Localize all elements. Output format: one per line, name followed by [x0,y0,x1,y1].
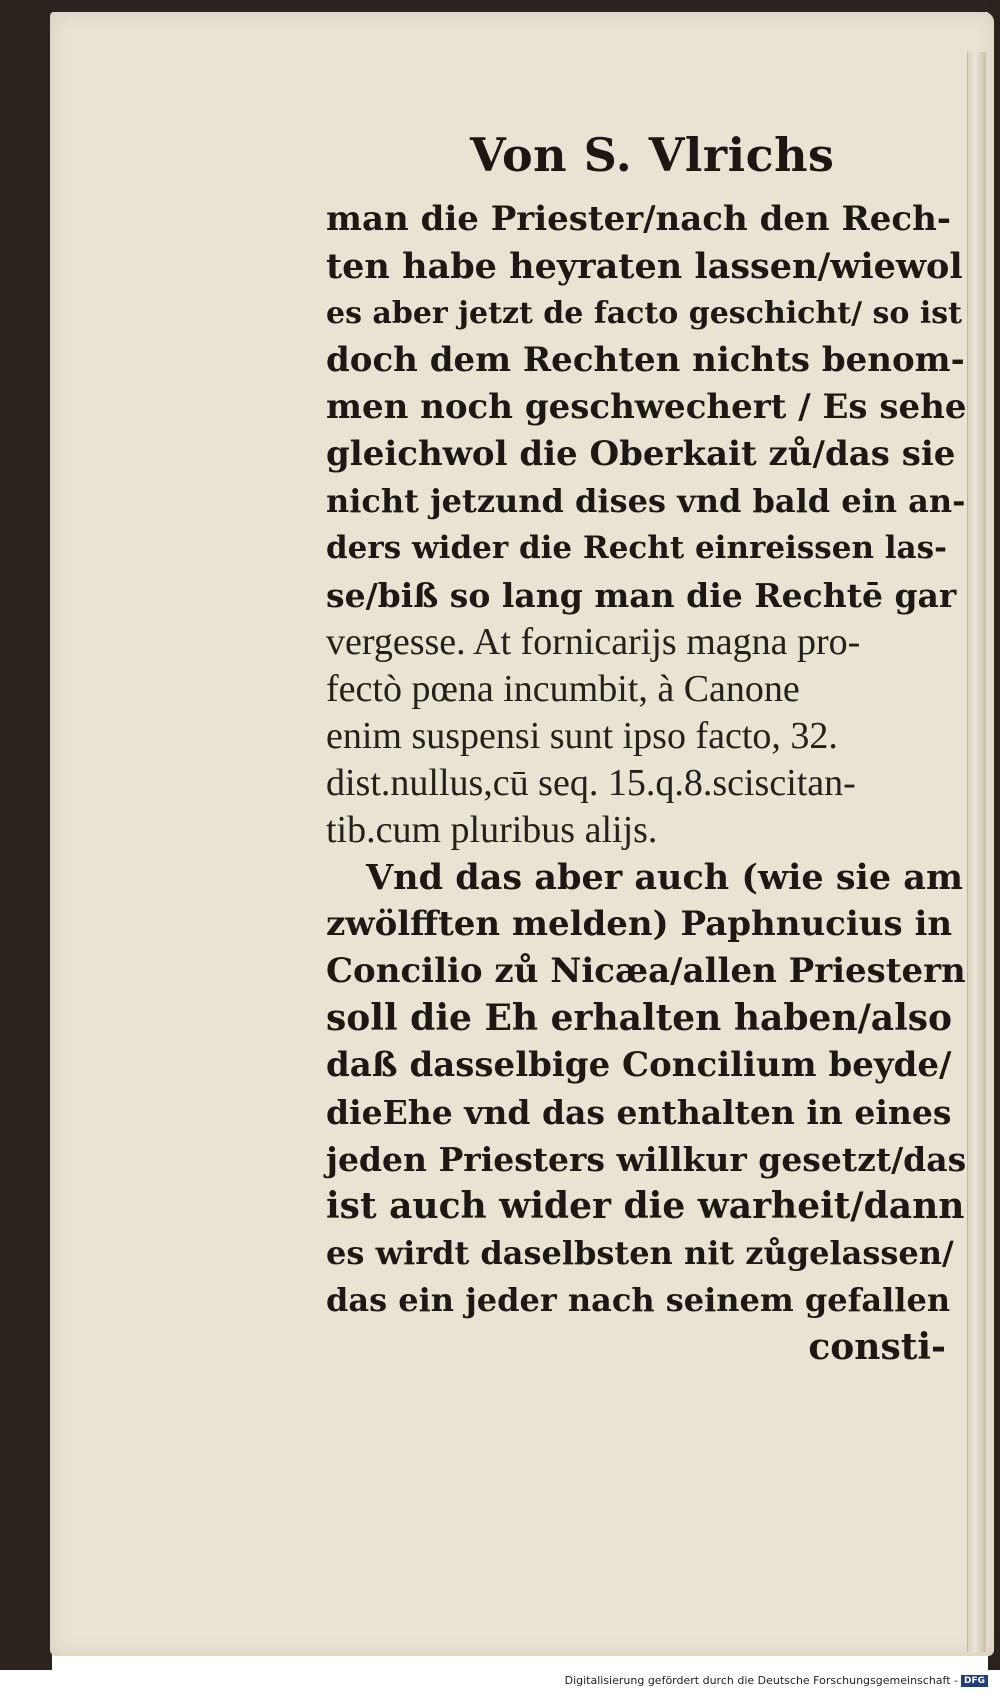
funding-credit [565,1674,988,1687]
dfg-logo: DFG [961,1675,988,1687]
text-line: soll die Eh erhalten haben/also [326,997,953,1039]
text-line: Vnd das aber auch (wie sie am [366,857,964,898]
catchword: consti- [808,1326,946,1368]
text-line: gleichwol die Oberkait zů/das sie [326,434,956,474]
funding-credit-text: Digitalisierung gefördert durch die Deutsche Forschungsgemeinschaft - [564,1674,958,1687]
text-line: enim suspensi sunt ipso facto, 32. [326,715,838,757]
text-line: nicht jetzund dises vnd bald ein an- [326,482,966,520]
text-line: men noch geschwechert / Es sehe [326,387,967,427]
scan-border-left [0,0,52,1670]
text-line: daß dasselbige Concilium beyde/ [326,1045,952,1085]
scan-border-top [0,0,1000,12]
text-line: jeden Priesters willkur gesetzt/das [326,1140,967,1179]
running-head: Von S. Vlrichs [470,128,835,182]
text-line: Concilio zů Nicæa/allen Priestern [326,951,966,991]
text-line: es aber jetzt de facto geschicht/ so ist [326,296,962,331]
text-line: ist auch wider die warheit/dann [326,1185,965,1227]
text-line: dieEhe vnd das enthalten in eines [326,1093,952,1132]
text-line: es wirdt daselbsten nit zůgelassen/ [326,1234,954,1272]
text-line: se/biß so lang man die Rechtē gar [326,576,957,615]
text-line: vergesse. At fornicarijs magna pro- [326,621,861,663]
text-line: dist.nullus,cū seq. 15.q.8.sciscitan- [326,762,856,804]
text-block [326,196,966,1371]
page-edge [967,52,986,1652]
text-line: fectò pœna incumbit, à Canone [326,668,800,710]
text-line: doch dem Rechten nichts benom- [326,340,965,380]
text-line: tib.cum pluribus alijs. [326,809,658,851]
text-line: zwölfften melden) Paphnucius in [326,904,953,944]
text-line: ten habe heyraten lassen/wiewol [326,246,963,287]
text-line: ders wider die Recht einreissen las- [326,530,947,566]
text-line: das ein jeder nach seinem gefallen [326,1281,951,1319]
text-line: man die Priester/nach den Rech- [326,199,951,239]
